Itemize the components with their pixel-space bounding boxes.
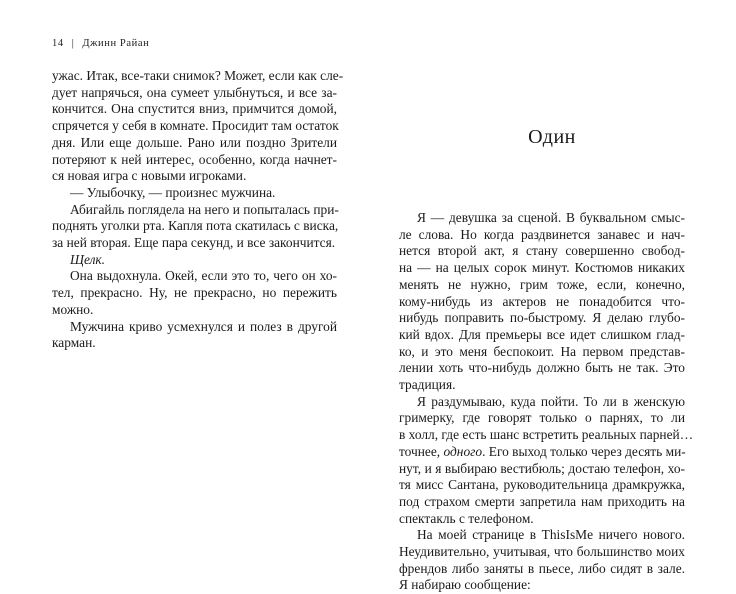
text-line: на — на целых сорок минут. Костюмов никаких xyxy=(399,260,685,276)
text-line: тел, прекрасно. Ну, не прекрасно, но пережить xyxy=(52,285,337,301)
text-line: менять не нужно, грим тоже, если, конечно, xyxy=(399,276,685,292)
text-line: за ней вторая. Еще пара секунд, и все закончится. xyxy=(52,235,336,251)
text-line: Я — девушка за сценой. В буквальном смыс- xyxy=(417,210,685,225)
text-line: лении хоть что-нибудь должно быть не так. Это xyxy=(399,360,685,376)
left-body-text xyxy=(52,68,344,352)
text-line: На моей странице в ThisIsMe ничего нового. xyxy=(417,527,685,543)
right-page xyxy=(368,0,736,593)
text-line: — Улыбочку, — произнес мужчина. xyxy=(70,184,276,200)
text-line: ся новая игра с новыми игроками. xyxy=(52,168,247,184)
text-line: спектакль с телефоном. xyxy=(399,510,534,526)
text-line: кончится. Она спустится вниз, примчится домой, xyxy=(52,101,337,117)
text-line: в холл, где есть шанс встретить реальных парней… xyxy=(399,427,694,443)
text-line: под страхом смерти запретила нам приходить на xyxy=(399,493,685,509)
text-line: нибудь поправить по-быстрому. Я делаю глубо- xyxy=(399,310,685,326)
text-line: Она выдохнула. Окей, если это то, чего он хо- xyxy=(70,268,337,284)
author-name: Джинн Райан xyxy=(82,38,150,49)
text-line: нется второй акт, я стану совершенно свобод- xyxy=(399,243,685,259)
left-page xyxy=(0,0,368,588)
text-line: традиция. xyxy=(399,377,456,393)
text-line: Я раздумываю, куда пойти. То ли в женскую xyxy=(417,393,685,409)
text-line: кий вдох. Для премьеры все идет слишком глад- xyxy=(399,326,685,342)
text-line: Неудивительно, учитывая, что большинство моих xyxy=(399,544,685,560)
text-line: дня. Или еще дольше. Рано или поздно Зрители xyxy=(52,134,337,150)
right-body-text xyxy=(399,210,694,594)
text-line: ужас. Итак, все-таки снимок? Может, если как сле- xyxy=(52,68,344,83)
text-line: Мужчина криво усмехнулся и полез в другой xyxy=(70,318,337,334)
text-line: тя мисс Сантана, руководительница драмкружка, xyxy=(399,477,685,493)
text-line: спрячется у себя в комнате. Просидит там остаток xyxy=(52,118,339,134)
text-line: дует напрячься, она сумеет улыбнуться, и все за- xyxy=(52,84,337,100)
text-line: кому-нибудь из актеров не понадобится что- xyxy=(399,293,685,309)
text-line: можно. xyxy=(52,301,94,317)
text-line: потеряют к ней интерес, особенно, когда начнет- xyxy=(52,151,337,167)
text-line: Я набираю сообщение: xyxy=(399,577,531,593)
text-line: гримерку, где говорят только о парнях, то ли xyxy=(399,410,685,426)
running-head xyxy=(52,38,149,49)
text-line: Абигайль поглядела на него и попыталась при- xyxy=(70,201,339,217)
text-line: карман. xyxy=(52,335,96,351)
text-line: нут, и я выбираю вестибюль; достаю телефон, хо- xyxy=(399,460,685,476)
header-separator: | xyxy=(71,38,75,49)
text-line: ле слова. Но когда раздвинется занавес и нач- xyxy=(399,226,685,242)
text-line: френдов либо заняты в пьесе, либо сидят в зале. xyxy=(399,560,685,576)
page-number: 14 xyxy=(52,38,64,49)
text-line: ко, и это меня беспокоит. На первом представ- xyxy=(399,343,685,359)
text-line: точнее, одного. Его выход только через десять ми- xyxy=(399,443,686,459)
text-line: поднять уголки рта. Капля пота скатилась с виска, xyxy=(52,218,339,234)
text-line: Щелк. xyxy=(70,251,106,267)
chapter-title: Один xyxy=(528,126,576,148)
